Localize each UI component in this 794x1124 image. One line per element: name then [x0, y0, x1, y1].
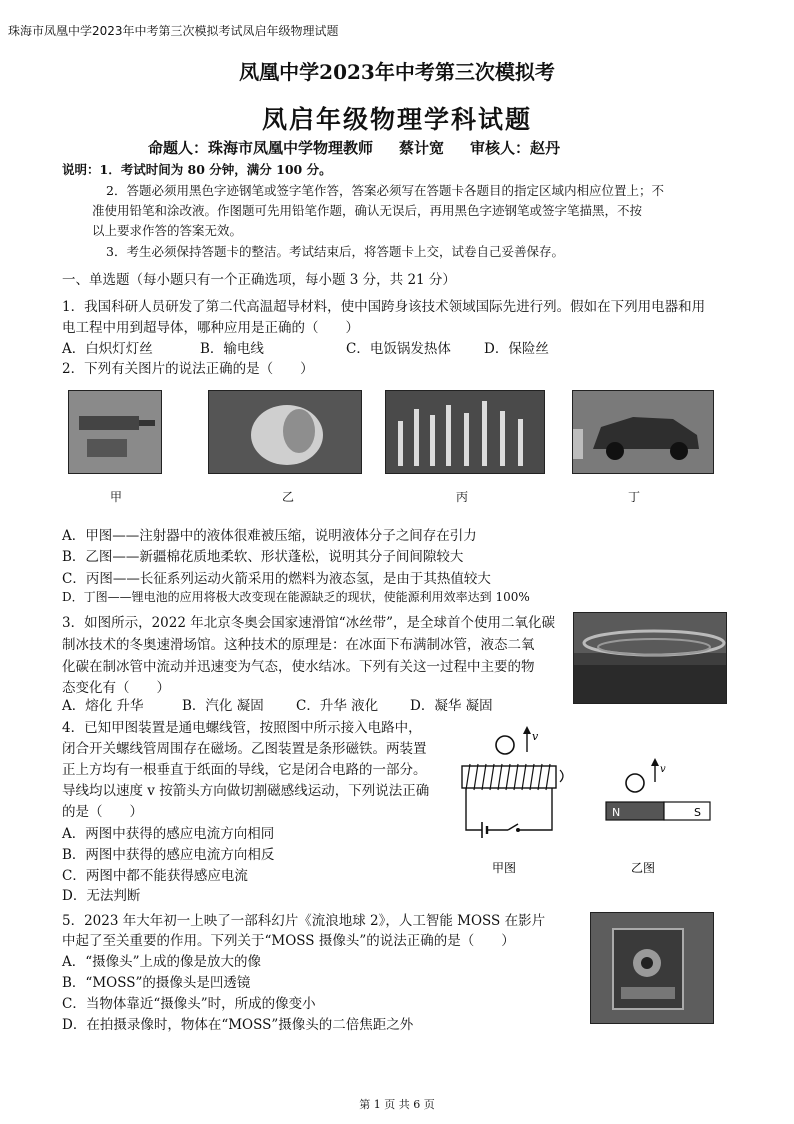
note-1: 说明：1．考试时间为 80 分钟，满分 100 分。 — [62, 162, 332, 177]
photo-moss-camera — [590, 912, 714, 1024]
q3-option-a: A．熔化 升华 — [62, 698, 144, 714]
q4-line3: 正上方均有一根垂直于纸面的导线，它是闭合电路的一部分。 — [62, 762, 427, 778]
fig-label-jia: 甲图 — [492, 861, 517, 875]
q4-line1: 4．已知甲图装置是通电螺线管，按照图中所示接入电路中， — [62, 720, 422, 736]
note-3: 3．考生必须保持答题卡的整洁。考试结束后，将答题卡上交，试卷自己妥善保存。 — [106, 244, 564, 259]
q1-line2: 电工程中用到超导体，哪种应用是正确的（ ） — [62, 320, 359, 336]
q4-figure — [456, 722, 726, 882]
q2-option-c: C．丙图——长征系列运动火箭采用的燃料为液态氢，是由于其热值较大 — [62, 571, 491, 587]
magnet-n-label: N — [612, 806, 621, 819]
magnet-s — [664, 802, 710, 820]
caption-jia: 甲 — [110, 490, 123, 504]
page-header: 珠海市凤凰中学2023年中考第三次模拟考试凤启年级物理试题 — [8, 24, 339, 38]
q4-option-c: C．两图中都不能获得感应电流 — [62, 868, 248, 884]
page-footer: 第 1 页 共 6 页 — [359, 1098, 435, 1111]
note-2: 2．答题必须用黑色字迹钢笔或签字笔作答，答案必须写在答题卡各题目的指定区域内相应位置上；不 — [106, 183, 664, 198]
q4-option-d: D．无法判断 — [62, 888, 141, 904]
q4-line4: 导线均以速度 v 按箭头方向做切割磁感线运动，下列说法正确 — [62, 783, 430, 799]
photo-bing-rockets — [385, 390, 545, 474]
wire-circle-jia — [496, 736, 514, 754]
q3-option-b: B．汽化 凝固 — [182, 698, 264, 714]
car-sketch — [573, 391, 713, 473]
ice-ribbon-sketch — [574, 613, 726, 703]
magnet-s-label: S — [694, 806, 701, 819]
q5-line1: 5．2023 年大年初一上映了一部科幻片《流浪地球 2》，人工智能 MOSS 在影片 — [62, 913, 546, 929]
caption-yi: 乙 — [282, 490, 295, 504]
q1-option-a: A．白炽灯灯丝 — [62, 341, 153, 357]
rockets-sketch — [386, 391, 544, 473]
q3-option-c: C．升华 液化 — [296, 698, 379, 714]
fig-label-yi: 乙图 — [631, 861, 656, 875]
caption-bing: 丙 — [456, 490, 469, 504]
velocity-label-jia: v — [532, 730, 539, 743]
q4-option-b: B．两图中获得的感应电流方向相反 — [62, 847, 275, 863]
q4-option-a: A．两图中获得的感应电流方向相同 — [62, 826, 275, 842]
q1-option-c: C．电饭锅发热体 — [346, 341, 451, 357]
q3-option-d: D．凝华 凝固 — [410, 698, 493, 714]
photo-yi-cotton — [208, 390, 362, 474]
q5-option-d: D．在拍摄录像时，物体在“MOSS”摄像头的二倍焦距之外 — [62, 1017, 414, 1033]
reviewer: 审核人：赵丹 — [470, 139, 561, 157]
q3-line1: 3．如图所示，2022 年北京冬奥会国家速滑馆“冰丝带”，是全球首个使用二氧化碳 — [62, 615, 556, 631]
exam-title: 凤凰中学2023年中考第三次模拟考 — [239, 60, 555, 84]
q1-option-b: B．输电线 — [200, 341, 264, 357]
authors-line — [148, 137, 586, 158]
q4-line2: 闭合开关螺线管周围存在磁场。乙图装置是条形磁铁。两装置 — [62, 741, 427, 757]
setter-name: 蔡计宽 — [399, 139, 445, 157]
q3-line2: 制冰技术的冬奥速滑场馆。这种技术的原理是：在冰面下布满制冰管，液态二氧 — [62, 637, 535, 653]
q1-option-d: D．保险丝 — [484, 341, 549, 357]
setter: 命题人：珠海市凤凰中学物理教师 — [148, 139, 374, 157]
q1-line1: 1．我国科研人员研发了第二代高温超导材料，使中国跨身该技术领域国际先进行列。假如在下列用电器和用 — [62, 299, 706, 315]
note-2c: 以上要求作答的答案无效。 — [92, 223, 243, 238]
photo-jia-syringe — [68, 390, 162, 474]
section-title: 一、单选题（每小题只有一个正确选项，每小题 3 分，共 21 分） — [62, 272, 456, 288]
q2-option-b: B．乙图——新疆棉花质地柔软、形状蓬松，说明其分子间间隙较大 — [62, 549, 464, 565]
photo-ice-ribbon — [573, 612, 727, 704]
syringe-sketch — [69, 391, 161, 473]
velocity-label-yi: v — [660, 764, 666, 775]
q5-option-b: B．“MOSS”的摄像头是凹透镜 — [62, 975, 251, 991]
q5-option-a: A．“摄像头”上成的像是放大的像 — [62, 954, 262, 970]
note-2b: 准使用铅笔和涂改液。作图题可先用铅笔作题，确认无误后，再用黑色字迹钢笔或签字笔描黑，不按 — [92, 203, 643, 218]
q2-option-d: D．丁图——锂电池的应用将极大改变现在能源缺乏的现状，使能源利用效率达到 100% — [62, 590, 530, 604]
q5-line2: 中起了至关重要的作用。下列关于“MOSS 摄像头”的说法正确的是（ ） — [62, 933, 515, 949]
caption-ding: 丁 — [628, 490, 641, 504]
q2-option-a: A．甲图——注射器中的液体很难被压缩，说明液体分子之间存在引力 — [62, 528, 477, 544]
wire-circle-yi — [626, 774, 644, 792]
cotton-sketch — [209, 391, 361, 473]
q4-line5: 的是（ ） — [62, 804, 143, 820]
q3-line3: 化碳在制冰管中流动并迅速变为气态，使水结冰。下列有关这一过程中主要的物 — [62, 659, 535, 675]
q3-line4: 态变化有（ ） — [62, 680, 170, 696]
q2-stem: 2．下列有关图片的说法正确的是（ ） — [62, 361, 314, 377]
exam-subtitle: 凤启年级物理学科试题 — [261, 105, 532, 134]
moss-sketch — [591, 913, 713, 1023]
photo-ding-car — [572, 390, 714, 474]
q5-option-c: C．当物体靠近“摄像头”时，所成的像变小 — [62, 996, 316, 1012]
